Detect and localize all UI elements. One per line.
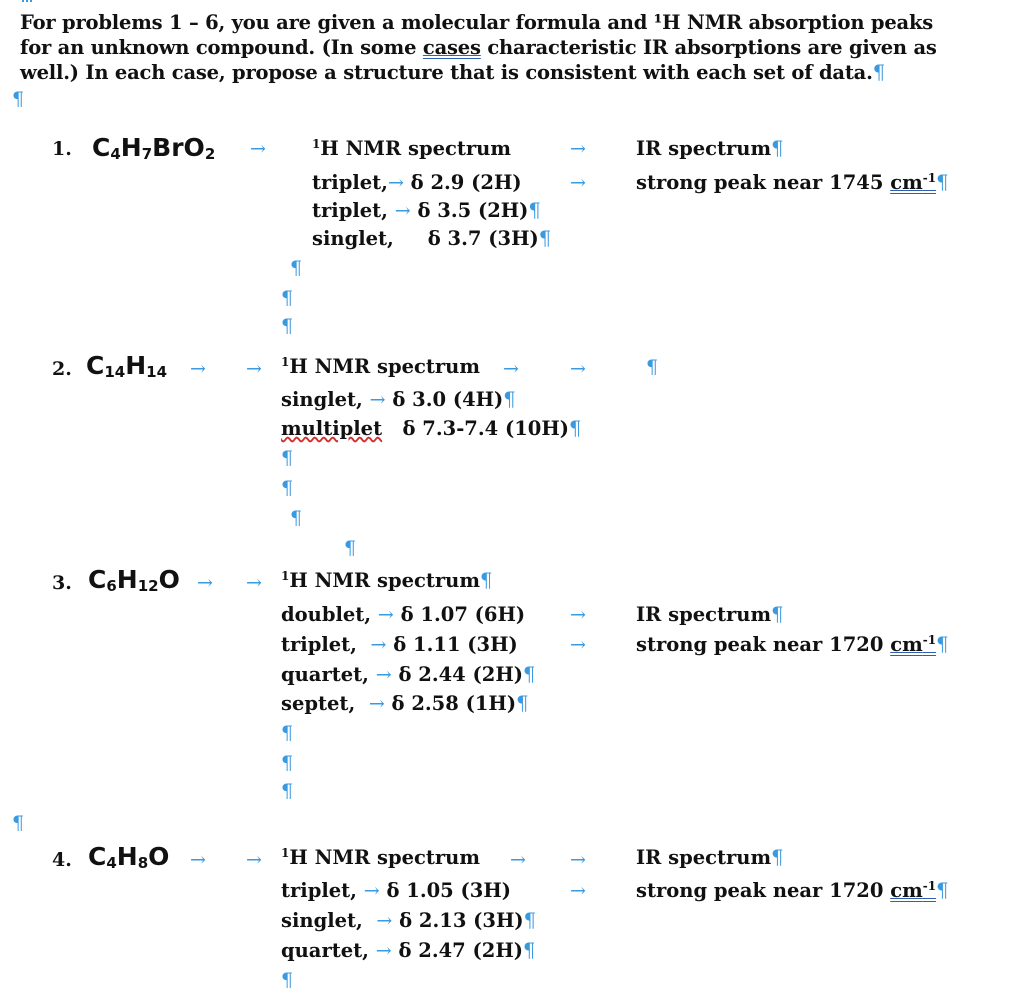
- problem-4-number: 4.: [52, 849, 72, 871]
- problem-2-peak-2: multiplet δ 7.3-7.4 (10H)¶: [281, 417, 582, 440]
- pilcrow-mark: ¶: [290, 257, 303, 279]
- pilcrow-mark: ¶: [646, 356, 659, 378]
- problem-1-ir-peak: strong peak near 1745 $cm^{-1}\P$: [636, 171, 949, 194]
- pilcrow-mark: ¶: [12, 88, 25, 110]
- tab-arrow: →: [570, 172, 586, 194]
- problem-2-number: 2.: [52, 358, 72, 380]
- problem-1-formula: $C_4H_7BrO_2$: [92, 133, 216, 163]
- tab-arrow: →: [246, 358, 262, 380]
- tab-arrow: →: [570, 880, 586, 902]
- tab-arrow: →: [570, 138, 586, 160]
- pilcrow-mark: ¶: [281, 287, 294, 309]
- instructions-paragraph: [20, 10, 1000, 85]
- tab-arrow: →: [190, 358, 206, 380]
- problem-3-formula: $C_6H_{12}O$: [88, 565, 180, 595]
- pilcrow-mark: ¶: [281, 447, 294, 469]
- instructions-line-1: For problems 1 – 6, you are given a molecular formula and ¹H NMR absorption peaks: [20, 11, 934, 34]
- pilcrow-mark: ¶: [281, 722, 294, 744]
- problem-3-peak-2: triplet, → δ 1.11 (3H): [281, 633, 518, 656]
- problem-4-peak-3: quartet, → δ 2.47 (2H)¶: [281, 939, 536, 962]
- problem-4-ir-peak: strong peak near 1720 $cm^{-1}\P$: [636, 879, 949, 902]
- pilcrow-mark: ¶: [281, 477, 294, 499]
- page-corner-marker: [22, 0, 32, 6]
- tab-arrow: →: [570, 634, 586, 656]
- pilcrow-mark: ¶: [281, 752, 294, 774]
- problem-3-ir-title: IR spectrum¶: [636, 603, 784, 626]
- pilcrow-mark: ¶: [290, 507, 303, 529]
- problem-4-nmr-title: $^1$H NMR spectrum: [281, 846, 480, 869]
- instructions-line-2: for an unknown compound. (In some cases characteristic IR absorptions are given as: [20, 36, 937, 59]
- tab-arrow: →: [510, 849, 526, 871]
- tab-arrow: →: [250, 138, 266, 160]
- pilcrow-mark: ¶: [281, 969, 294, 991]
- problem-2-peak-1: singlet, → δ 3.0 (4H)¶: [281, 388, 516, 411]
- tab-arrow: →: [246, 849, 262, 871]
- tab-arrow: →: [197, 572, 213, 594]
- problem-1-number: 1.: [52, 138, 72, 160]
- pilcrow-mark: ¶: [281, 315, 294, 337]
- problem-4-peak-2: singlet, → δ 2.13 (3H)¶: [281, 909, 537, 932]
- problem-4-peak-1: triplet, → δ 1.05 (3H): [281, 879, 511, 902]
- pilcrow-mark: ¶: [344, 537, 357, 559]
- problem-4-ir-title: IR spectrum¶: [636, 846, 784, 869]
- problem-1-peak-3: singlet, δ 3.7 (3H)¶: [312, 227, 552, 250]
- problem-4-formula: $C_4H_8O$: [88, 842, 170, 872]
- problem-2-formula: $C_{14}H_{14}$: [86, 351, 168, 381]
- problem-3-nmr-title: $^1$H NMR spectrum¶: [281, 569, 493, 592]
- problem-1-nmr-title: $^1$H NMR spectrum: [312, 137, 511, 160]
- pilcrow-mark: ¶: [12, 812, 25, 834]
- problem-1-ir-title: IR spectrum¶: [636, 137, 784, 160]
- problem-3-number: 3.: [52, 572, 72, 594]
- tab-arrow: →: [570, 849, 586, 871]
- tab-arrow: →: [503, 358, 519, 380]
- problem-1-peak-1: triplet,→ δ 2.9 (2H): [312, 171, 522, 194]
- problem-3-ir-peak: strong peak near 1720 $cm^{-1}\P$: [636, 633, 949, 656]
- tab-arrow: →: [570, 604, 586, 626]
- underlined-word-cases: cases: [422, 36, 481, 59]
- problem-3-peak-1: doublet, → δ 1.07 (6H): [281, 603, 526, 626]
- problem-3-peak-4: septet, → δ 2.58 (1H)¶: [281, 692, 529, 715]
- problem-2-nmr-title: $^1$H NMR spectrum: [281, 355, 480, 378]
- instructions-line-3: well.) In each case, propose a structure that is consistent with each set of data.¶: [20, 61, 885, 84]
- tab-arrow: →: [190, 849, 206, 871]
- tab-arrow: →: [246, 572, 262, 594]
- pilcrow-mark: ¶: [281, 780, 294, 802]
- problem-3-peak-3: quartet, → δ 2.44 (2H)¶: [281, 663, 536, 686]
- problem-1-peak-2: triplet, → δ 3.5 (2H)¶: [312, 199, 541, 222]
- tab-arrow: →: [570, 358, 586, 380]
